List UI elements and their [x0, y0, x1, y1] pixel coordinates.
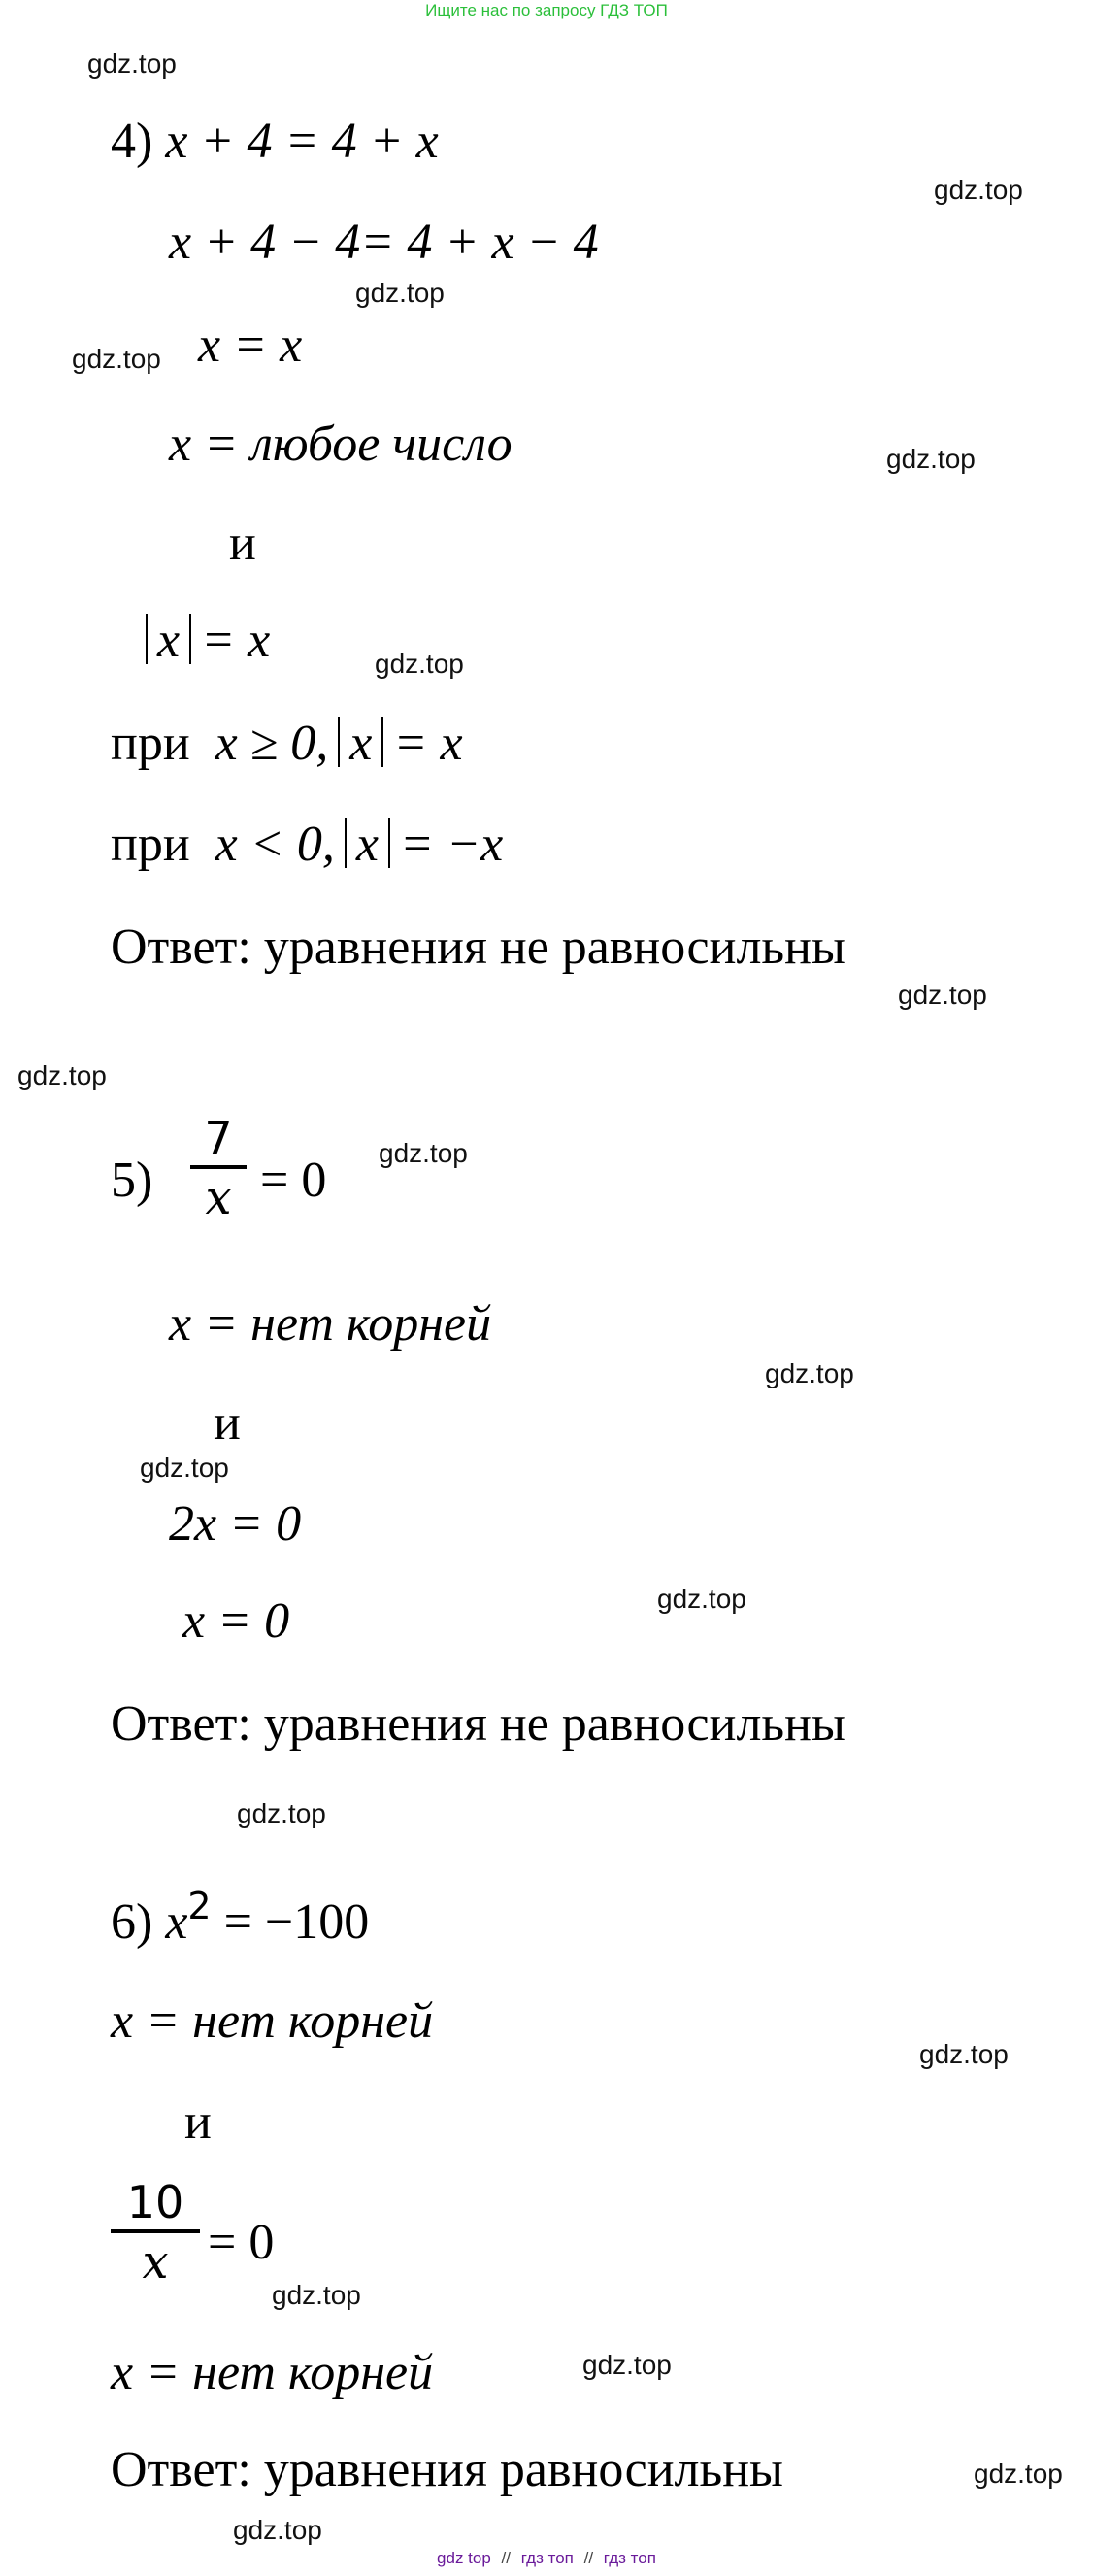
p4-case1-when: при: [111, 716, 190, 771]
p5-eq2: 2x = 0: [169, 1496, 302, 1552]
watermark: gdz.top: [237, 1798, 326, 1828]
abs-bar-left: [338, 717, 340, 767]
watermark: gdz.top: [355, 278, 445, 308]
watermark: gdz.top: [87, 49, 177, 79]
abs-bar-left: [345, 818, 347, 868]
banner-link[interactable]: Ищите нас по запросу ГДЗ ТОП: [425, 1, 668, 19]
footer-link[interactable]: gdz top: [437, 2549, 491, 2567]
p6-equation: [111, 1885, 370, 1952]
p5-frac-rhs: = 0: [260, 1153, 327, 1208]
p5-answer: Ответ: уравнения не равносильны: [111, 1696, 845, 1752]
footer-link[interactable]: гдз топ: [603, 2549, 656, 2567]
p6-frac-rhs: = 0: [208, 2215, 275, 2270]
abs-bar-right: [388, 818, 390, 868]
p5-step1: x = нет корней: [169, 1296, 492, 1352]
p5-frac-den: x: [205, 1171, 232, 1225]
p6-label: 6): [111, 1894, 153, 1950]
p4-step3: x = любое число: [169, 417, 513, 472]
p4-abs-var: x: [349, 716, 373, 771]
p6-frac-num: 10: [126, 2176, 184, 2228]
p6-exponent: 2: [187, 1885, 212, 1927]
footer-links: [0, 2548, 1093, 2569]
p4-step1: x + 4 − 4= 4 + x − 4: [169, 215, 599, 270]
p4-equation: [111, 113, 439, 171]
p5-label: 5): [111, 1153, 153, 1208]
p4-case1-rhs: = x: [393, 716, 463, 771]
p4-abs-var: x: [355, 817, 379, 872]
p6-step2: x = нет корней: [111, 2345, 434, 2400]
footer-link[interactable]: гдз топ: [520, 2549, 574, 2567]
watermark: gdz.top: [765, 1358, 854, 1388]
p4-abs-var: x: [157, 613, 181, 668]
watermark: gdz.top: [375, 649, 464, 679]
watermark: gdz.top: [657, 1584, 746, 1614]
watermark: gdz.top: [919, 2039, 1009, 2069]
watermark: gdz.top: [886, 444, 976, 474]
watermark: gdz.top: [272, 2280, 361, 2310]
watermark: gdz.top: [233, 2515, 322, 2545]
p5-conj: и: [214, 1395, 241, 1451]
p4-conj: и: [229, 516, 256, 571]
p4-answer: Ответ: уравнения не равносильны: [111, 920, 845, 975]
p4-step2: x = x: [198, 318, 303, 373]
watermark: gdz.top: [379, 1138, 468, 1168]
p6-rhs: = −100: [223, 1894, 370, 1950]
watermark: gdz.top: [582, 2350, 672, 2380]
watermark: gdz.top: [17, 1060, 107, 1090]
p6-answer: Ответ: уравнения равносильны: [111, 2442, 783, 2497]
p5-fraction: [190, 1111, 247, 1227]
p4-case2-when: при: [111, 817, 190, 872]
p5-frac-num: 7: [204, 1112, 233, 1164]
p6-step1: x = нет корней: [111, 1993, 434, 2049]
p4-case2-rhs: = −x: [399, 817, 504, 872]
watermark: gdz.top: [974, 2459, 1063, 2489]
p4-case1-cond: x ≥ 0,: [215, 716, 329, 771]
watermark: gdz.top: [898, 980, 987, 1010]
p4-label: 4): [111, 114, 153, 169]
footer-separator: //: [583, 2549, 594, 2567]
p4-abs-rhs: = x: [201, 613, 271, 668]
abs-bar-left: [146, 614, 148, 664]
p6-fraction: [111, 2175, 200, 2292]
watermark: gdz.top: [72, 344, 161, 374]
p4-case2: [111, 816, 503, 874]
abs-bar-right: [189, 614, 191, 664]
p4-equation-text: x + 4 = 4 + x: [165, 114, 439, 169]
p4-abs-equation: [136, 612, 270, 670]
p6-frac-den: x: [142, 2235, 169, 2290]
p5-step2: x = 0: [182, 1593, 290, 1649]
p4-case1: [111, 715, 463, 773]
p4-case2-cond: x < 0,: [215, 817, 335, 872]
watermark: gdz.top: [140, 1453, 229, 1483]
p6-conj: и: [184, 2094, 212, 2150]
abs-bar-right: [381, 717, 383, 767]
top-banner[interactable]: [0, 0, 1093, 21]
watermark: gdz.top: [934, 175, 1023, 205]
footer-separator: //: [501, 2549, 511, 2567]
p6-base: x: [165, 1894, 188, 1950]
